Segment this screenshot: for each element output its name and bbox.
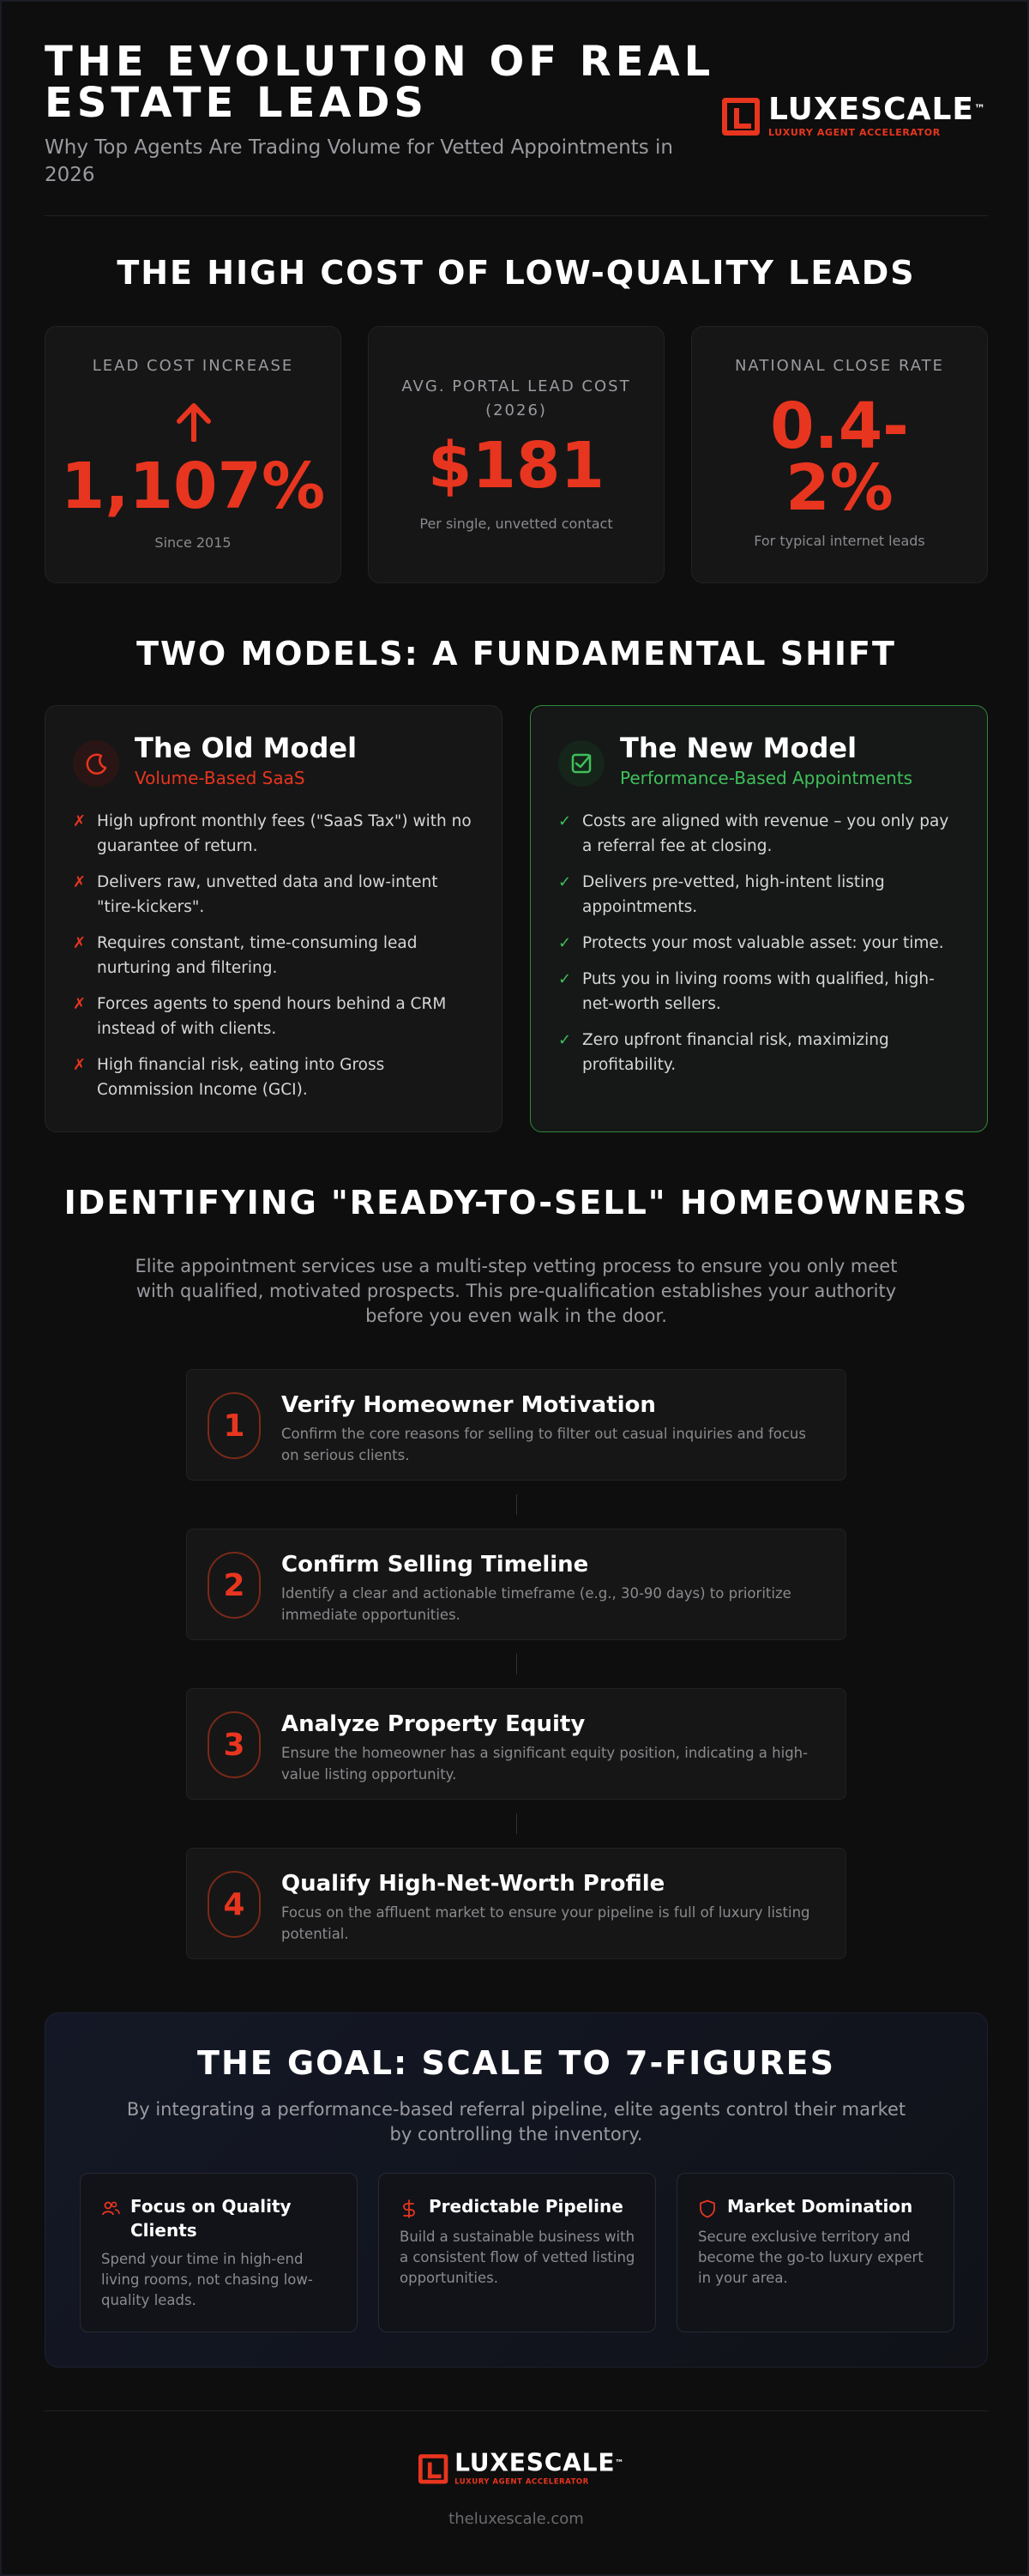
- goal-card-body: Build a sustainable business with a consistent flow of vetted listing opportunities.: [400, 2229, 635, 2286]
- stat-value: 0.4-2%: [770, 389, 909, 525]
- step-title: Verify Homeowner Motivation: [281, 1392, 656, 1418]
- step-description: Confirm the core reasons for selling to filter out casual inquiries and focus on serious clients.: [281, 1426, 806, 1463]
- users-icon: [101, 2199, 120, 2218]
- cross-icon: ✗: [73, 1056, 87, 1074]
- stat-note: Per single, unvetted contact: [419, 516, 613, 532]
- step-description: Identify a clear and actionable timeframe (e.g., 30-90 days) to prioritize immediate opportunities.: [281, 1585, 791, 1623]
- footer-url-link[interactable]: theluxescale.com: [448, 2510, 584, 2528]
- stat-card-portal-cost: [368, 326, 665, 583]
- vetting-heading: IDENTIFYING "READY-TO-SELL" HOMEOWNERS: [63, 1184, 969, 1222]
- logo-name: LUXESCALE™: [768, 92, 986, 127]
- step-connector: [516, 1494, 517, 1515]
- step-connector: [516, 1654, 517, 1674]
- list-item: ✗ High upfront monthly fees ("SaaS Tax") with no guarantee of return.: [73, 809, 476, 859]
- step-number: 1: [208, 1392, 261, 1459]
- old-model-list: [73, 809, 476, 1113]
- check-icon: ✓: [558, 1031, 572, 1049]
- new-model-list: [558, 809, 961, 1089]
- vetting-intro: Elite appointment services use a multi-step vetting process to ensure you only meet with qualified, motivated prospects. This pre-qualification establishes your authority before you even walk in the door.: [135, 1256, 898, 1326]
- cost-heading: THE HIGH COST OF LOW-QUALITY LEADS: [117, 254, 916, 292]
- cross-icon: ✗: [73, 812, 87, 830]
- list-item: ✗ High financial risk, eating into Gross Commission Income (GCI).: [73, 1053, 476, 1102]
- goal-card-title: Predictable Pipeline: [429, 2196, 623, 2217]
- step-title: Analyze Property Equity: [281, 1711, 586, 1737]
- goal-card-title: Focus on Quality Clients: [130, 2196, 292, 2241]
- step-number: 2: [208, 1552, 261, 1619]
- step-description: Ensure the homeowner has a significant equity position, indicating a high-value listing opportunity.: [281, 1745, 809, 1783]
- list-item: ✓ Costs are aligned with revenue – you only pay a referral fee at closing.: [558, 809, 961, 859]
- step-number: 3: [208, 1711, 261, 1778]
- stat-card-lead-cost: [45, 326, 341, 583]
- stat-value: 1,107%: [60, 449, 326, 523]
- list-item: ✓ Zero upfront financial risk, maximizing profitability.: [558, 1028, 961, 1077]
- vetting-step: [186, 1529, 846, 1640]
- goal-card-body: Spend your time in high-end living rooms, not chasing low-quality leads.: [101, 2251, 313, 2308]
- page-subtitle: Why Top Agents Are Trading Volume for Vetted Appointments in 2026: [45, 136, 673, 186]
- old-model-subtitle: Volume-Based SaaS: [135, 768, 305, 788]
- logo-tagline: LUXURY AGENT ACCELERATOR: [454, 2476, 589, 2486]
- vetting-step: [186, 1848, 846, 1959]
- step-number: 4: [208, 1871, 261, 1938]
- goal-subtitle: By integrating a performance-based referral pipeline, elite agents control their market by controlling the inventory.: [126, 2099, 906, 2145]
- vetting-step: [186, 1369, 846, 1481]
- new-model-title: The New Model: [620, 732, 858, 764]
- cross-icon: ✗: [73, 995, 87, 1013]
- check-icon: ✓: [558, 934, 572, 952]
- list-item: ✗ Requires constant, time-consuming lead nurturing and filtering.: [73, 931, 476, 980]
- shield-icon: [698, 2199, 717, 2218]
- step-connector: [516, 1813, 517, 1834]
- stat-label: AVG. PORTAL LEAD COST (2026): [401, 377, 631, 419]
- stat-card-close-rate: [691, 326, 988, 583]
- goal-card-title: Market Domination: [727, 2196, 913, 2217]
- stat-label: LEAD COST INCREASE: [92, 357, 294, 375]
- step-title: Qualify High-Net-Worth Profile: [281, 1871, 665, 1897]
- check-icon: ✓: [558, 873, 572, 891]
- vetting-step: [186, 1688, 846, 1800]
- goal-card-quality: [80, 2173, 358, 2332]
- moon-icon: [73, 740, 119, 787]
- stat-value: $181: [428, 429, 605, 503]
- new-model-card: [530, 705, 988, 1132]
- step-title: Confirm Selling Timeline: [281, 1552, 589, 1578]
- list-item: ✓ Delivers pre-vetted, high-intent listing appointments.: [558, 870, 961, 920]
- footer-divider: [45, 2410, 988, 2411]
- stat-note: Since 2015: [154, 534, 232, 551]
- list-item: ✓ Puts you in living rooms with qualified, high-net-worth sellers.: [558, 967, 961, 1017]
- list-item: ✓ Protects your most valuable asset: your time.: [558, 931, 961, 956]
- goal-card-body: Secure exclusive territory and become the go-to luxury expert in your area.: [698, 2229, 924, 2286]
- arrow-up-icon: [172, 402, 215, 442]
- logo-name: LUXESCALE™: [454, 2449, 625, 2477]
- goal-heading: THE GOAL: SCALE TO 7-FIGURES: [197, 2044, 835, 2082]
- models-heading: TWO MODELS: A FUNDAMENTAL SHIFT: [136, 635, 896, 673]
- checkbox-icon: [558, 740, 605, 787]
- header-divider: [45, 215, 988, 216]
- stat-note: For typical internet leads: [754, 533, 925, 549]
- check-icon: ✓: [558, 970, 572, 988]
- cross-icon: ✗: [73, 934, 87, 952]
- list-item: ✗ Delivers raw, unvetted data and low-intent "tire-kickers".: [73, 870, 476, 920]
- goal-card-domination: [677, 2173, 954, 2332]
- goal-panel: [45, 2012, 988, 2368]
- stat-label: NATIONAL CLOSE RATE: [734, 357, 945, 375]
- new-model-subtitle: Performance-Based Appointments: [620, 768, 913, 788]
- old-model-card: [45, 705, 502, 1132]
- page-title: THE EVOLUTION OF REAL ESTATE LEADS: [45, 38, 715, 127]
- footer-logo[interactable]: [418, 2449, 625, 2486]
- header-logo[interactable]: [722, 94, 986, 138]
- list-item: ✗ Forces agents to spend hours behind a CRM instead of with clients.: [73, 992, 476, 1041]
- logo-mark-icon: [722, 98, 760, 136]
- goal-card-pipeline: [378, 2173, 656, 2332]
- check-icon: ✓: [558, 812, 572, 830]
- logo-mark-icon: [418, 2454, 448, 2483]
- step-description: Focus on the affluent market to ensure your pipeline is full of luxury listing potential.: [281, 1904, 810, 1942]
- cross-icon: ✗: [73, 873, 87, 891]
- dollar-icon: [400, 2199, 418, 2218]
- old-model-title: The Old Model: [135, 732, 358, 764]
- logo-tagline: LUXURY AGENT ACCELERATOR: [768, 127, 941, 138]
